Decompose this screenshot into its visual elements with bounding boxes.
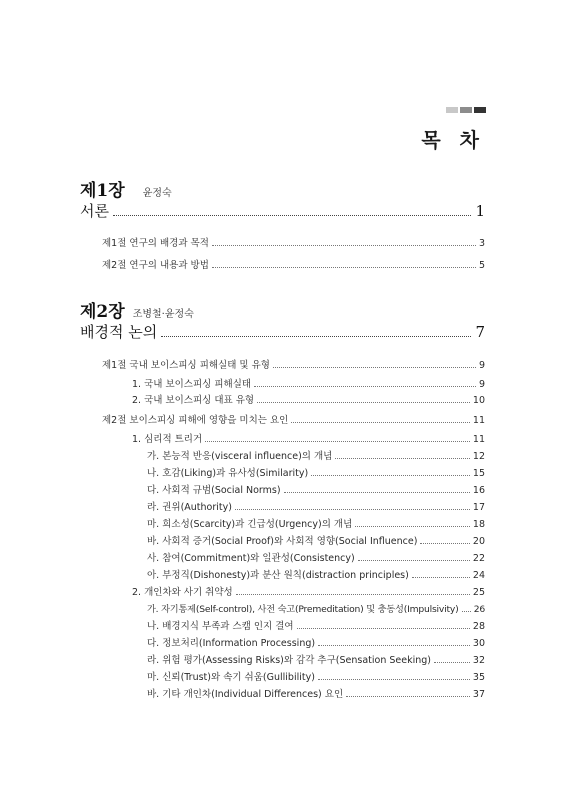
toc-entry[interactable]: [147, 533, 485, 547]
entry-page: 20: [472, 536, 485, 547]
toc-entry[interactable]: [132, 392, 485, 406]
dot-leader: [254, 386, 476, 387]
entry-page: 26: [473, 604, 485, 615]
dot-leader: [161, 336, 471, 337]
entry-page: 3: [478, 238, 485, 249]
entry-text: 다. 사회적 규범(Social Norms): [147, 485, 281, 496]
dot-leader: [236, 594, 470, 595]
chapter-page: 7: [475, 323, 485, 341]
entry-page: 30: [472, 638, 485, 649]
entry-page: 24: [472, 570, 485, 581]
toc-entry[interactable]: [132, 431, 485, 445]
entry-page: 35: [472, 672, 485, 683]
entry-page: 10: [472, 395, 485, 406]
chapter-2-header: [80, 297, 194, 322]
entry-text: 나. 배경지식 부족과 스캠 인지 결여: [147, 621, 294, 632]
entry-text: 바. 기타 개인차(Individual Differences) 요인: [147, 689, 344, 700]
toc-entry[interactable]: [147, 635, 485, 649]
deco-block-mid: [460, 107, 472, 113]
toc-entry[interactable]: [147, 448, 485, 462]
toc-entry[interactable]: [147, 465, 485, 479]
entry-text: 1. 국내 보이스피싱 피해실태: [132, 379, 252, 390]
entry-page: 16: [472, 485, 485, 496]
page-title: 목 차: [421, 128, 485, 152]
dot-leader: [318, 679, 470, 680]
dot-leader: [257, 402, 470, 403]
chapter-number: 제2장: [80, 302, 125, 322]
entry-page: 32: [472, 655, 485, 666]
dot-leader: [291, 422, 470, 423]
toc-entry[interactable]: [132, 376, 485, 390]
dot-leader: [412, 577, 470, 578]
entry-page: 11: [472, 415, 485, 426]
entry-text: 2. 개인차와 사기 취약성: [132, 587, 233, 598]
decorative-blocks: [446, 107, 486, 113]
entry-page: 37: [472, 689, 485, 700]
toc-entry[interactable]: [102, 235, 485, 249]
toc-entry[interactable]: [147, 669, 485, 683]
dot-leader: [205, 441, 470, 442]
toc-entry[interactable]: [102, 257, 485, 271]
chapter-number: 제1장: [80, 181, 125, 201]
entry-text: 나. 호감(Liking)과 유사성(Similarity): [147, 468, 309, 479]
toc-entry[interactable]: [147, 482, 485, 496]
chapter-title: 배경적 논의: [80, 323, 158, 341]
toc-entry[interactable]: [132, 584, 485, 598]
dot-leader: [335, 458, 470, 459]
dot-leader: [113, 215, 471, 216]
entry-page: 17: [472, 502, 485, 513]
dot-leader: [355, 526, 470, 527]
entry-text: 사. 참여(Commitment)와 일관성(Consistency): [147, 553, 355, 564]
entry-text: 가. 본능적 반응(visceral influence)의 개념: [147, 451, 333, 462]
entry-text: 가. 자기통제(Self-control), 사전 숙고(Premeditation) 및 충동성(Impulsivity): [147, 604, 459, 615]
entry-text: 2. 국내 보이스피싱 대표 유형: [132, 395, 255, 406]
dot-leader: [318, 645, 470, 646]
entry-text: 라. 권위(Authority): [147, 502, 232, 513]
entry-text: 제2절 연구의 내용과 방법: [102, 260, 209, 271]
entry-page: 25: [472, 587, 485, 598]
dot-leader: [212, 245, 476, 246]
dot-leader: [297, 628, 470, 629]
toc-entry[interactable]: [147, 499, 485, 513]
entry-text: 제1절 연구의 배경과 목적: [102, 238, 209, 249]
deco-block-dark: [474, 107, 486, 113]
chapter-2-title-line[interactable]: [80, 321, 485, 342]
entry-page: 11: [472, 434, 485, 445]
entry-page: 18: [472, 519, 485, 530]
entry-page: 5: [478, 260, 485, 271]
deco-block-light: [446, 107, 458, 113]
toc-entry[interactable]: [147, 601, 485, 615]
entry-text: 아. 부정직(Dishonesty)과 분산 원칙(distraction principles): [147, 570, 409, 581]
entry-text: 제1절 국내 보이스피싱 피해실태 및 유형: [102, 360, 270, 371]
toc-entry[interactable]: [147, 618, 485, 632]
dot-leader: [358, 560, 470, 561]
dot-leader: [462, 611, 471, 612]
dot-leader: [235, 509, 470, 510]
entry-page: 28: [472, 621, 485, 632]
entry-page: 12: [472, 451, 485, 462]
dot-leader: [212, 267, 476, 268]
dot-leader: [311, 475, 470, 476]
entry-page: 15: [472, 468, 485, 479]
entry-page: 9: [478, 360, 485, 371]
entry-text: 1. 심리적 트리거: [132, 434, 203, 445]
toc-entry[interactable]: [147, 686, 485, 700]
entry-text: 라. 위험 평가(Assessing Risks)와 감각 추구(Sensation Seeking): [147, 655, 431, 666]
entry-page: 22: [472, 553, 485, 564]
chapter-author: 윤정숙: [142, 188, 172, 199]
entry-text: 마. 신뢰(Trust)와 속기 쉬움(Gullibility): [147, 672, 315, 683]
entry-text: 다. 정보처리(Information Processing): [147, 638, 316, 649]
toc-entry[interactable]: [147, 550, 485, 564]
toc-entry[interactable]: [147, 516, 485, 530]
chapter-1-title-line[interactable]: [80, 200, 485, 221]
dot-leader: [420, 543, 469, 544]
toc-entry[interactable]: [147, 567, 485, 581]
chapter-author: 조병철·윤정숙: [132, 309, 194, 320]
chapter-title: 서론: [80, 202, 109, 220]
entry-text: 마. 희소성(Scarcity)과 긴급성(Urgency)의 개념: [147, 519, 353, 530]
dot-leader: [273, 367, 476, 368]
toc-entry[interactable]: [147, 652, 485, 666]
dot-leader: [284, 492, 470, 493]
chapter-1-header: [80, 176, 172, 201]
toc-entry[interactable]: [102, 412, 485, 426]
entry-page: 9: [478, 379, 485, 390]
dot-leader: [434, 662, 470, 663]
toc-entry[interactable]: [102, 357, 485, 371]
entry-text: 제2절 보이스피싱 피해에 영향을 미치는 요인: [102, 415, 289, 426]
entry-text: 바. 사회적 증거(Social Proof)와 사회적 영향(Social Influence): [147, 536, 418, 547]
chapter-page: 1: [475, 202, 485, 220]
dot-leader: [346, 696, 470, 697]
